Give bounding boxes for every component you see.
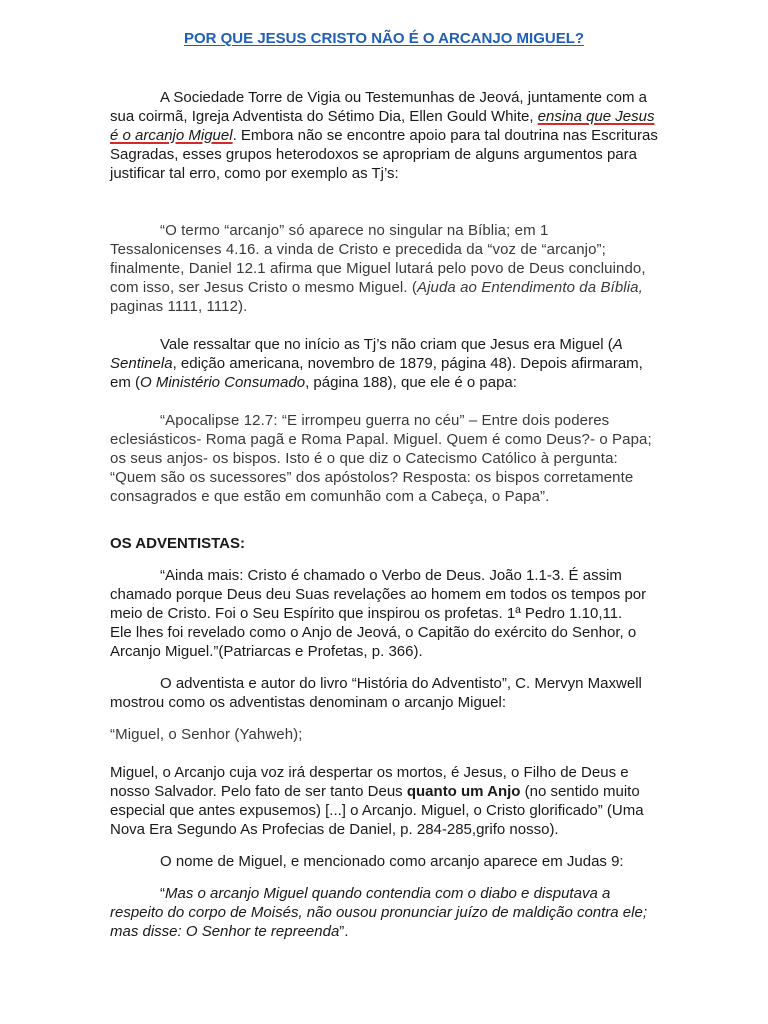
judas-quote-open: “	[160, 885, 165, 902]
nova-era-text-b: (no sentido muito especial que antes expusemos) [...] o Arcanjo. Miguel, o Cristo glorificado” (Uma Nova Era Segundo As Profecias de Daniel, p. 284-285,grifo nosso).	[110, 783, 644, 838]
paragraph-adventist-quote-cont: Ele lhes foi revelado como o Anjo de Jeová, o Capitão do exército do Senhor, o Arcanjo Miguel.”(Patriarcas e Profetas, p. 366).	[110, 624, 637, 660]
document-title: POR QUE JESUS CRISTO NÃO É O ARCANJO MIGUEL?	[183, 30, 585, 47]
tj-quote-source: Ajuda ao Entendimento da Bíblia,	[416, 279, 643, 296]
nova-era-bold: quanto um Anjo	[406, 783, 521, 800]
intro-underlined-claim: ensina que Jesus é o arcanjo Miguel	[110, 108, 655, 144]
intro-text-a: A Sociedade Torre de Vigia ou Testemunhas de Jeová, juntamente com a sua coirmã, Igreja Adventista do Sétimo Dia, Ellen Gould White,	[110, 89, 647, 125]
paragraph-tj-history	[110, 335, 658, 392]
paragraph-maxwell: O adventista e autor do livro “História do Adventisto”, C. Mervyn Maxwell mostrou como os adventistas denominam o arcanjo Miguel:	[110, 675, 642, 711]
tj-history-text-c: , página 188), que ele é o papa:	[305, 374, 517, 391]
tj-quote-pages: paginas 1111, 1112).	[110, 298, 248, 315]
nova-era-text-a: Miguel, o Arcanjo cuja voz irá despertar os mortos, é Jesus, o Filho de Deus e nosso Salvador. Pelo fato de ser tanto Deus	[110, 764, 629, 800]
paragraph-nova-era	[110, 763, 658, 839]
judas-quote-text: Mas o arcanjo Miguel quando contendia com o diabo e disputava a respeito do corpo de Moisés, não ousou pronunciar juízo de maldição contra ele; mas disse: O Senhor te repreenda	[110, 885, 647, 940]
tj-history-text-b: , edição americana, novembro de 1879, página 48). Depois afirmaram, em (	[110, 355, 643, 391]
tj-history-source-1: A Sentinela	[110, 336, 623, 372]
tj-history-text-a: Vale ressaltar que no início as Tj’s não criam que Jesus era Miguel (	[160, 336, 613, 353]
adventist-quote-text-a: “Ainda mais: Cristo é chamado o Verbo de Deus. João 1.1-3. É assim chamado porque Deus deu Suas revelações ao homem em todos os tempos por meio de Cristo. Foi o Seu Espírito que inspirou os profetas. 1ª Pedro 1.10,11.	[110, 567, 647, 622]
paragraph-judas-quote	[110, 884, 658, 941]
paragraph-apocalipse-quote: “Apocalipse 12.7: “E irrompeu guerra no céu” – Entre dois poderes eclesiásticos- Roma pagã e Roma Papal. Miguel. Quem é como Deus?- o Papa; os seus anjos- os bispos. Isto é o que diz o Catecismo Católico à pergunta: “Quem são os sucessores” dos apóstolos? Resposta: os bispos corretamente consagrados e que estão em comunhão com a Cabeça, o Papa”.	[110, 412, 652, 505]
paragraph-tj-quote	[110, 221, 658, 316]
paragraph-adventist-quote	[110, 566, 658, 623]
tj-history-source-2: O Ministério Consumado	[140, 374, 306, 391]
paragraph-intro	[110, 88, 658, 183]
tj-quote-text: “O termo “arcanjo” só aparece no singular na Bíblia; em 1 Tessalonicenses 4.16. a vinda de Cristo e precedida da “voz de “arcanjo”; finalmente, Daniel 12.1 afirma que Miguel lutará pelo povo de Deus concluindo, com isso, ser Jesus Cristo o mesmo Miguel. (	[110, 222, 646, 296]
judas-quote-close: ”.	[339, 923, 349, 940]
paragraph-judas: O nome de Miguel, e mencionado como arcanjo aparece em Judas 9:	[160, 853, 624, 870]
section-heading-adventistas: OS ADVENTISTAS:	[110, 535, 246, 552]
intro-text-b: . Embora não se encontre apoio para tal doutrina nas Escrituras Sagradas, esses grupos heterodoxos se apropriam de alguns argumentos para justificar tal erro, como por exemplo as Tj’s:	[110, 127, 658, 182]
paragraph-miguel-senhor: “Miguel, o Senhor (Yahweh);	[110, 726, 303, 743]
